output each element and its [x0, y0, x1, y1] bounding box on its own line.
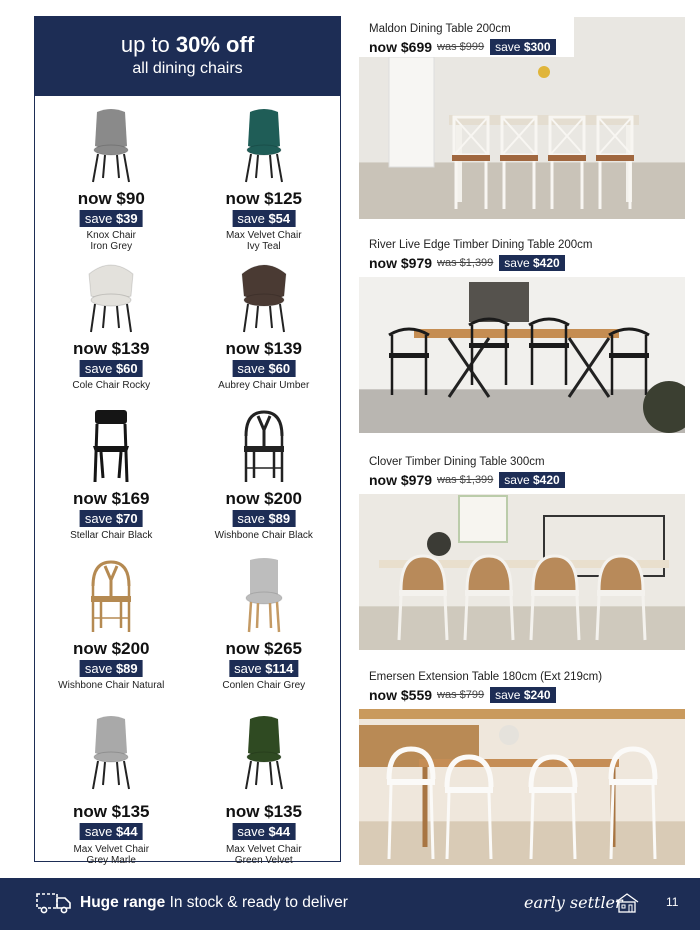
save-badge [80, 360, 143, 377]
chair-name-line1: Conlen Chair Grey [222, 680, 306, 691]
banner-headline [35, 32, 340, 58]
table-header [359, 233, 685, 273]
save-badge [490, 39, 555, 55]
page-number: 11 [666, 895, 679, 909]
table-name: Emersen Extension Table 180cm (Ext 219cm) [369, 671, 603, 683]
save-label: save [84, 661, 113, 676]
save-amount: $89 [268, 511, 291, 526]
chair-card-aubrey[interactable] [188, 246, 341, 396]
save-badge [229, 660, 298, 677]
table-price-row [369, 687, 556, 703]
table-card-clover[interactable] [359, 450, 685, 650]
save-amount: $60 [268, 361, 291, 376]
save-amount: $420 [533, 473, 560, 487]
chair-name [35, 680, 188, 691]
table-was-price: was $799 [437, 689, 485, 701]
chair-name [188, 530, 341, 541]
save-label: save [237, 511, 265, 526]
footer-bar [0, 878, 700, 930]
delivery-truck-icon [36, 891, 72, 915]
save-badge [80, 510, 143, 527]
save-amount: $39 [115, 211, 138, 226]
table-was-price: was $1,399 [437, 474, 494, 486]
footer-tagline-rest: In stock & ready to deliver [169, 894, 348, 911]
chair-image [81, 406, 141, 484]
chair-price: now $135 [225, 802, 303, 821]
save-label: save [84, 211, 113, 226]
table-card-emersen[interactable] [359, 665, 685, 865]
save-amount: $60 [115, 361, 138, 376]
chair-image [81, 106, 141, 184]
chair-name-line1: Stellar Chair Black [70, 530, 153, 541]
chair-image [81, 556, 141, 634]
table-price-row [369, 255, 565, 271]
chair-name-line2: Ivy Teal [246, 241, 281, 252]
chair-name-line2: Green Velvet [234, 855, 293, 866]
table-photo [359, 709, 685, 865]
chair-grid [35, 96, 340, 866]
chair-card-stellar[interactable] [35, 396, 188, 546]
table-name: Maldon Dining Table 200cm [369, 23, 511, 35]
save-amount: $114 [265, 661, 294, 676]
table-was-price: was $999 [437, 41, 485, 53]
save-label: save [504, 473, 530, 487]
chair-name-line1: Wishbone Chair Black [214, 530, 313, 541]
save-amount: $70 [115, 511, 138, 526]
footer-tagline-bold: Huge range [80, 894, 166, 911]
save-badge [499, 472, 564, 488]
save-amount: $300 [523, 40, 551, 54]
chair-name [35, 530, 188, 541]
table-now-price: now $979 [369, 472, 433, 488]
save-label: save [504, 256, 530, 270]
chair-card-wishbone-natural[interactable] [35, 546, 188, 696]
chair-price: now $125 [225, 189, 303, 208]
save-amount: $420 [533, 256, 560, 270]
table-photo [359, 494, 685, 650]
save-badge [80, 210, 143, 227]
chair-name [35, 844, 188, 866]
chair-name-line1: Max Velvet Chair [225, 844, 302, 855]
save-amount: $44 [115, 824, 138, 839]
save-amount: $44 [268, 824, 291, 839]
table-was-price: was $1,399 [437, 257, 494, 269]
save-badge [80, 823, 143, 840]
save-label: save [237, 824, 265, 839]
save-label: save [237, 211, 265, 226]
table-header [359, 17, 574, 57]
chair-name-line1: Max Velvet Chair [73, 844, 150, 855]
chair-name [35, 380, 188, 391]
save-badge [232, 360, 295, 377]
save-label: save [234, 661, 262, 676]
chair-image [234, 406, 294, 484]
save-badge [490, 687, 555, 703]
table-header [359, 665, 685, 705]
table-name: Clover Timber Dining Table 300cm [369, 456, 545, 468]
chair-price: now $200 [72, 639, 150, 658]
chair-image [81, 713, 141, 791]
chair-price: now $139 [72, 339, 150, 358]
table-card-river[interactable] [359, 233, 685, 433]
chair-price: now $139 [225, 339, 303, 358]
chair-price: now $90 [77, 189, 145, 208]
table-header [359, 450, 685, 490]
chair-image [81, 256, 141, 334]
chair-image [234, 256, 294, 334]
chair-name [188, 680, 341, 691]
chair-name [188, 844, 341, 866]
chair-card-cole[interactable] [35, 246, 188, 396]
save-label: save [237, 361, 265, 376]
save-amount: $240 [523, 688, 551, 702]
table-price-row [369, 39, 556, 55]
chair-name [188, 380, 341, 391]
save-label: save [84, 361, 113, 376]
chairs-promo-panel [34, 16, 341, 866]
chair-name-line1: Knox Chair [86, 230, 136, 241]
chair-name-line2: Grey Marle [86, 855, 136, 866]
chair-name-line1: Cole Chair Rocky [72, 380, 151, 391]
chair-card-wishbone-black[interactable] [188, 396, 341, 546]
save-badge [232, 510, 295, 527]
chair-card-max-green[interactable] [188, 696, 341, 866]
save-badge [80, 660, 143, 677]
brand-logo[interactable] [524, 888, 640, 918]
banner-subtitle: all dining chairs [132, 60, 243, 77]
save-amount: $89 [115, 661, 138, 676]
chair-price: now $200 [225, 489, 303, 508]
chair-image [234, 713, 294, 791]
brand-logo-text: early settler [524, 893, 623, 912]
chair-price: now $169 [72, 489, 150, 508]
house-icon [614, 892, 640, 914]
footer-tagline [80, 894, 348, 912]
save-amount: $54 [268, 211, 291, 226]
chair-image [234, 106, 294, 184]
chairs-banner [35, 17, 340, 96]
chair-card-conlen[interactable] [188, 546, 341, 696]
save-label: save [84, 511, 113, 526]
table-photo [359, 277, 685, 433]
chair-image [234, 556, 294, 634]
save-badge [232, 210, 295, 227]
save-badge [499, 255, 564, 271]
chair-name-line2: Iron Grey [90, 241, 133, 252]
table-now-price: now $699 [369, 39, 433, 55]
table-price-row [369, 472, 565, 488]
save-label: save [84, 824, 113, 839]
banner-discount: 30% off [175, 32, 255, 57]
table-now-price: now $559 [369, 687, 433, 703]
chair-card-max-grey[interactable] [35, 696, 188, 866]
table-now-price: now $979 [369, 255, 433, 271]
save-label: save [495, 40, 521, 54]
save-label: save [495, 688, 521, 702]
chair-name-line1: Aubrey Chair Umber [218, 380, 310, 391]
chair-card-max-teal[interactable] [188, 96, 341, 252]
banner-prefix: up to [120, 32, 170, 57]
table-card-maldon[interactable] [359, 17, 685, 219]
chair-price: now $135 [72, 802, 150, 821]
save-badge [232, 823, 295, 840]
table-name: River Live Edge Timber Dining Table 200cm [369, 239, 593, 251]
chair-name-line1: Max Velvet Chair [225, 230, 302, 241]
chair-card-knox[interactable] [35, 96, 188, 252]
chair-name-line1: Wishbone Chair Natural [58, 680, 165, 691]
chair-price: now $265 [225, 639, 303, 658]
